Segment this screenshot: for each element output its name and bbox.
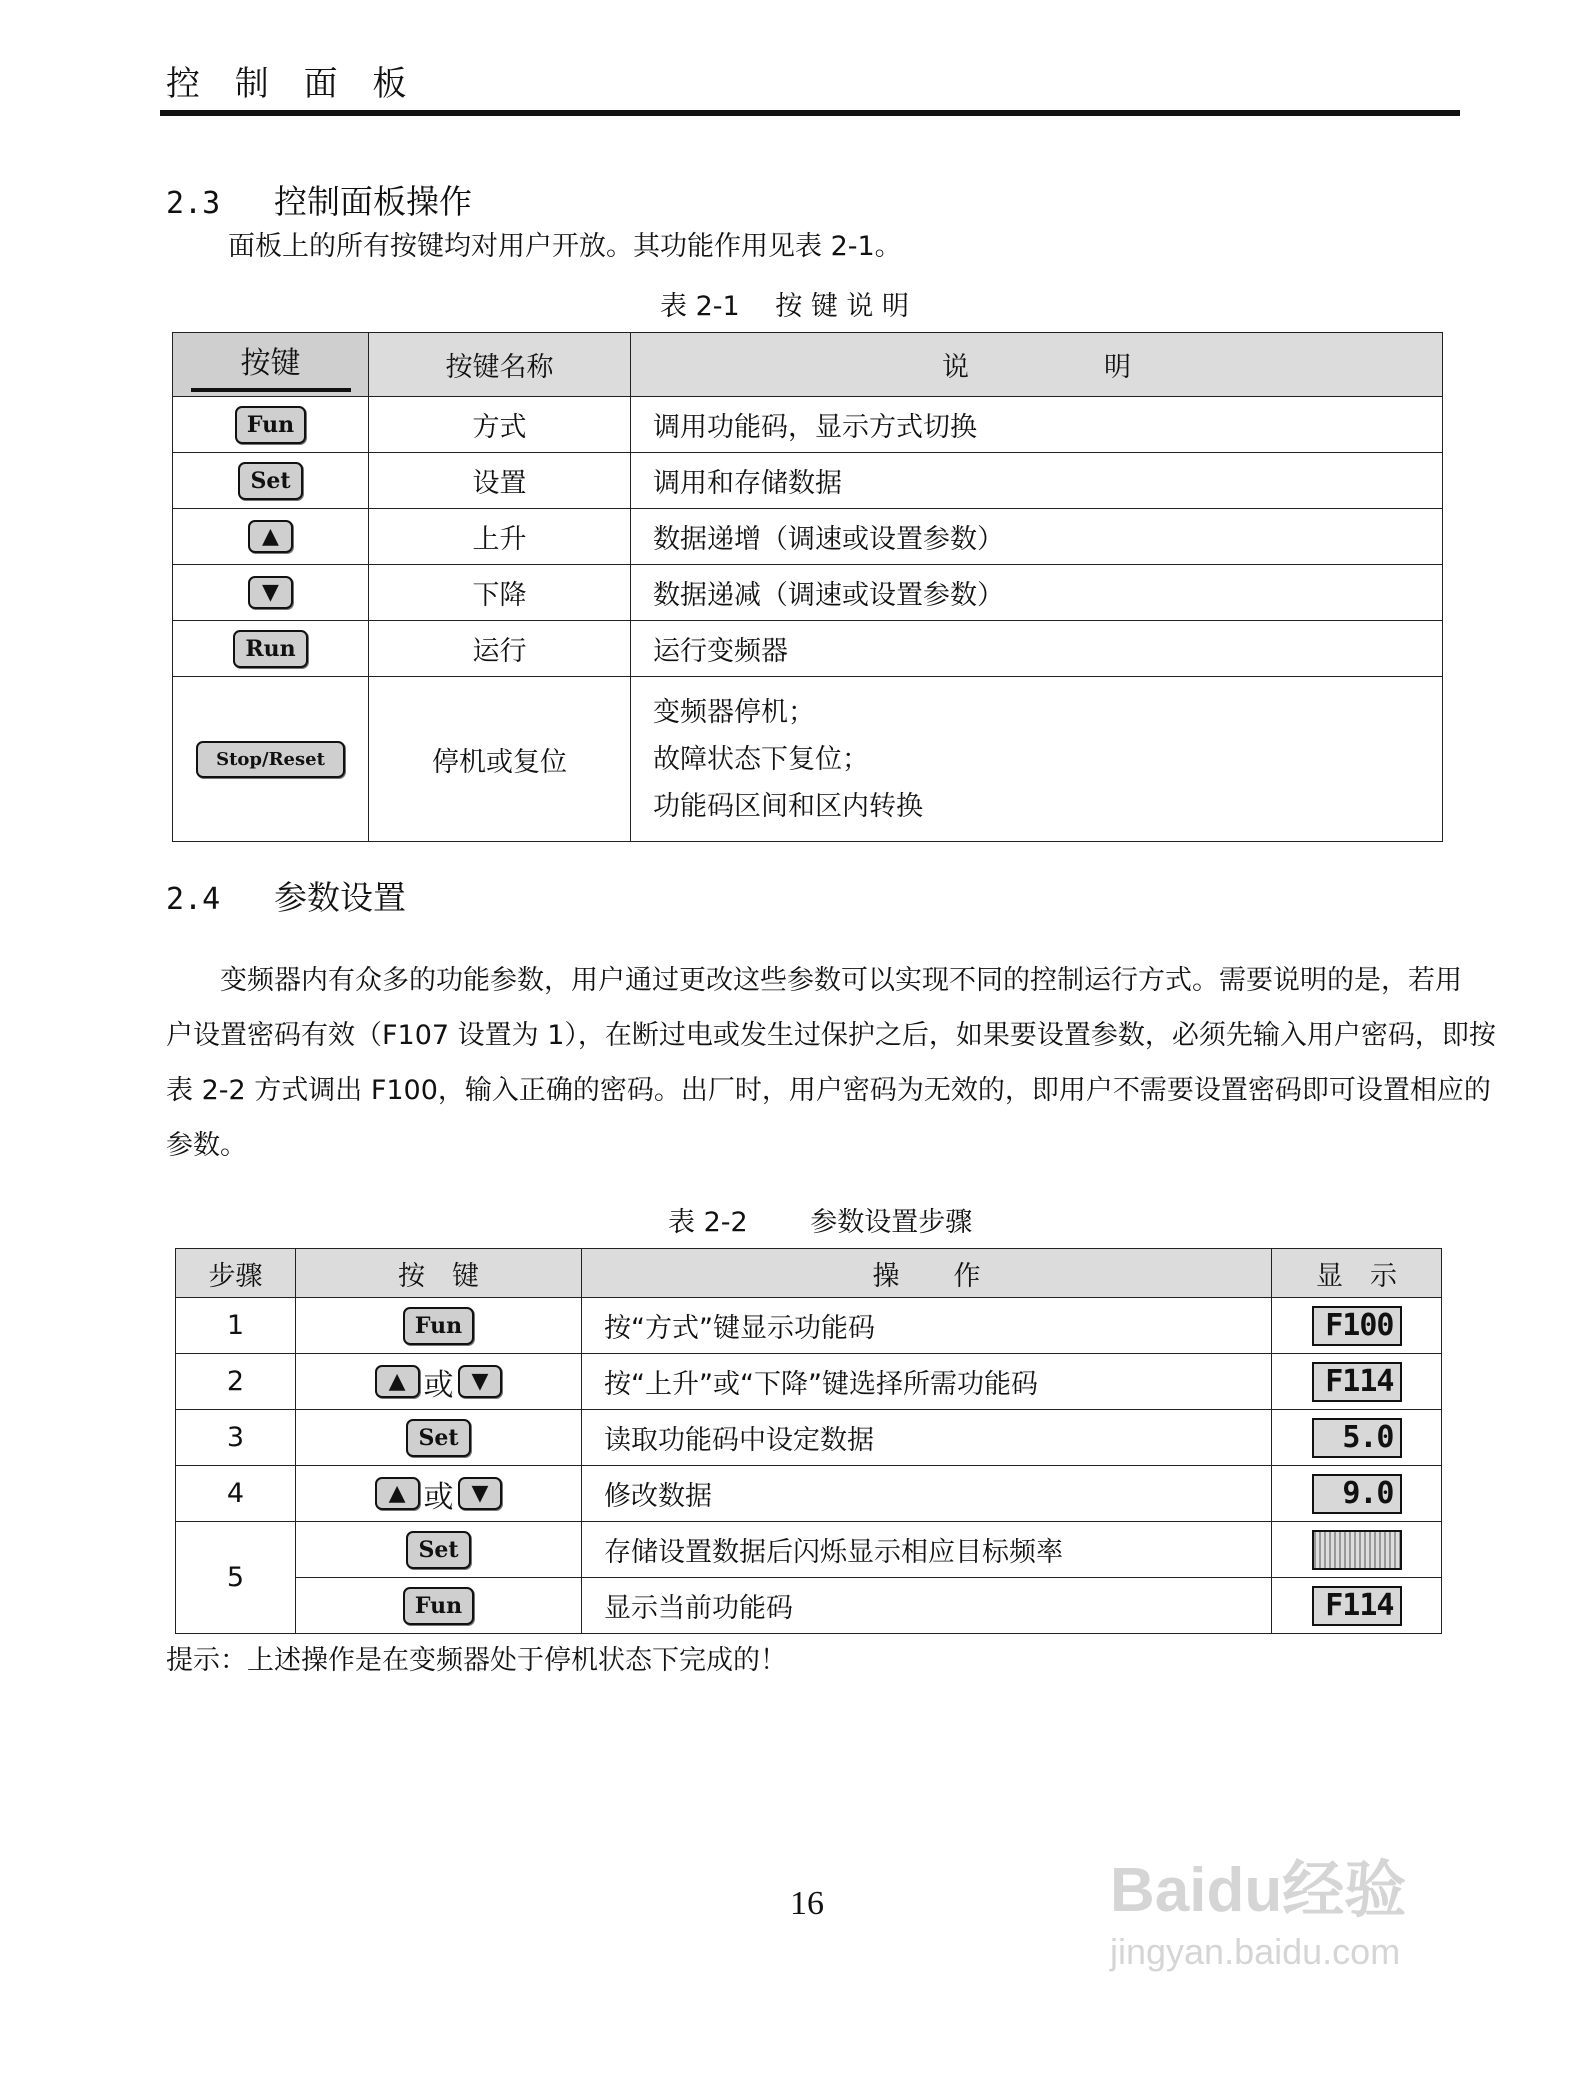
watermark-brand: Baidu经验 — [1110, 1856, 1407, 1925]
operation-text: 显示当前功能码 — [582, 1578, 1272, 1634]
step-number: 1 — [176, 1298, 296, 1354]
lcd-display: F100 — [1312, 1306, 1402, 1346]
table-row — [173, 621, 1443, 677]
fun-key-button: Fun — [235, 406, 306, 444]
lcd-display: 9.0 — [1312, 1474, 1402, 1514]
watermark-url: jingyan.baidu.com — [1110, 1931, 1401, 1972]
section-2-3-heading — [166, 176, 472, 223]
header-display: 显 示 — [1272, 1249, 1442, 1298]
table-row — [176, 1522, 1442, 1578]
operation-text: 按“上升”或“下降”键选择所需功能码 — [582, 1354, 1272, 1410]
key-name: 上升 — [369, 509, 631, 565]
page-number: 16 — [790, 1885, 824, 1922]
paragraph-line: 变频器内有众多的功能参数，用户通过更改这些参数可以实现不同的控制运行方式。需要说明的是，若用 — [220, 965, 1462, 996]
section-title: 参数设置 — [274, 878, 406, 917]
table-header-row — [173, 333, 1443, 397]
up-arrow-icon: ▲ — [375, 1365, 420, 1398]
step-number: 4 — [176, 1466, 296, 1522]
table1-caption: 表 2-1 按 键 说 明 — [660, 291, 910, 322]
stop-reset-key-button: Stop/Reset — [196, 741, 345, 778]
section-number: 2.4 — [166, 882, 221, 917]
paragraph-line: 户设置密码有效（F107 设置为 1），在断过电或发生过保护之后，如果要设置参数，必须先输入用户密码，即按 — [166, 1020, 1496, 1051]
key-name: 运行 — [369, 621, 631, 677]
key-name: 停机或复位 — [369, 677, 631, 842]
header-key-name: 按键名称 — [369, 333, 631, 397]
table-row — [173, 677, 1443, 842]
down-arrow-icon: ▼ — [248, 576, 293, 609]
header-key: 按 键 — [296, 1249, 582, 1298]
lcd-display: 5.0 — [1312, 1418, 1402, 1458]
operation-text: 读取功能码中设定数据 — [582, 1410, 1272, 1466]
step-number: 2 — [176, 1354, 296, 1410]
fun-key-button: Fun — [403, 1587, 474, 1625]
table-row — [173, 453, 1443, 509]
key-name: 下降 — [369, 565, 631, 621]
up-arrow-icon: ▲ — [248, 520, 293, 553]
step-number: 3 — [176, 1410, 296, 1466]
section-2-4-heading — [166, 872, 406, 919]
section-2-3-intro: 面板上的所有按键均对用户开放。其功能作用见表 2-1。 — [228, 231, 902, 262]
up-arrow-icon: ▲ — [375, 1477, 420, 1510]
or-word: 或 — [423, 1367, 454, 1403]
header-title: 控 制 面 板 — [166, 64, 419, 104]
table-row — [173, 565, 1443, 621]
lcd-display: F114 — [1312, 1586, 1402, 1626]
table-row — [176, 1410, 1442, 1466]
section-number: 2.3 — [166, 186, 221, 221]
hint-note: 提示：上述操作是在变频器处于停机状态下完成的！ — [166, 1645, 787, 1676]
key-name: 方式 — [369, 397, 631, 453]
key-description: 运行变频器 — [631, 621, 1443, 677]
table-row — [176, 1578, 1442, 1634]
key-description: 调用和存储数据 — [631, 453, 1443, 509]
operation-text: 按“方式”键显示功能码 — [582, 1298, 1272, 1354]
section-title: 控制面板操作 — [274, 182, 472, 221]
table-row — [173, 397, 1443, 453]
fun-key-button: Fun — [403, 1307, 474, 1345]
table-row — [173, 509, 1443, 565]
key-name: 设置 — [369, 453, 631, 509]
set-key-button: Set — [406, 1419, 470, 1457]
table-parameter-steps — [175, 1248, 1442, 1634]
set-key-button: Set — [238, 462, 302, 500]
step-number: 5 — [176, 1522, 296, 1634]
run-key-button: Run — [233, 630, 307, 668]
key-description: 数据递减（调速或设置参数） — [631, 565, 1443, 621]
header-operation: 操 作 — [582, 1249, 1272, 1298]
key-description: 调用功能码，显示方式切换 — [631, 397, 1443, 453]
table-row — [176, 1466, 1442, 1522]
paragraph-line: 表 2-2 方式调出 F100，输入正确的密码。出厂时，用户密码为无效的，即用户不需要设置密码即可设置相应的 — [166, 1075, 1491, 1106]
paragraph-line: 参数。 — [166, 1130, 247, 1161]
header-step: 步骤 — [176, 1249, 296, 1298]
table2-caption: 表 2-2 参数设置步骤 — [668, 1207, 973, 1238]
table-row — [176, 1298, 1442, 1354]
down-arrow-icon: ▼ — [458, 1365, 503, 1398]
lcd-display: F114 — [1312, 1362, 1402, 1402]
table-row — [176, 1354, 1442, 1410]
set-key-button: Set — [406, 1531, 470, 1569]
table-header-row — [176, 1249, 1442, 1298]
operation-text: 修改数据 — [582, 1466, 1272, 1522]
operation-text: 存储设置数据后闪烁显示相应目标频率 — [582, 1522, 1272, 1578]
header-key: 按键 — [173, 333, 369, 397]
or-word: 或 — [423, 1479, 454, 1515]
table-key-description — [172, 332, 1443, 842]
baidu-watermark — [1110, 1840, 1406, 1973]
header-rule — [160, 110, 1460, 116]
key-description: 变频器停机； 故障状态下复位； 功能码区间和区内转换 — [631, 677, 1443, 842]
lcd-display-blinking — [1312, 1530, 1402, 1570]
key-description: 数据递增（调速或设置参数） — [631, 509, 1443, 565]
header-description: 说 明 — [631, 333, 1443, 397]
down-arrow-icon: ▼ — [458, 1477, 503, 1510]
